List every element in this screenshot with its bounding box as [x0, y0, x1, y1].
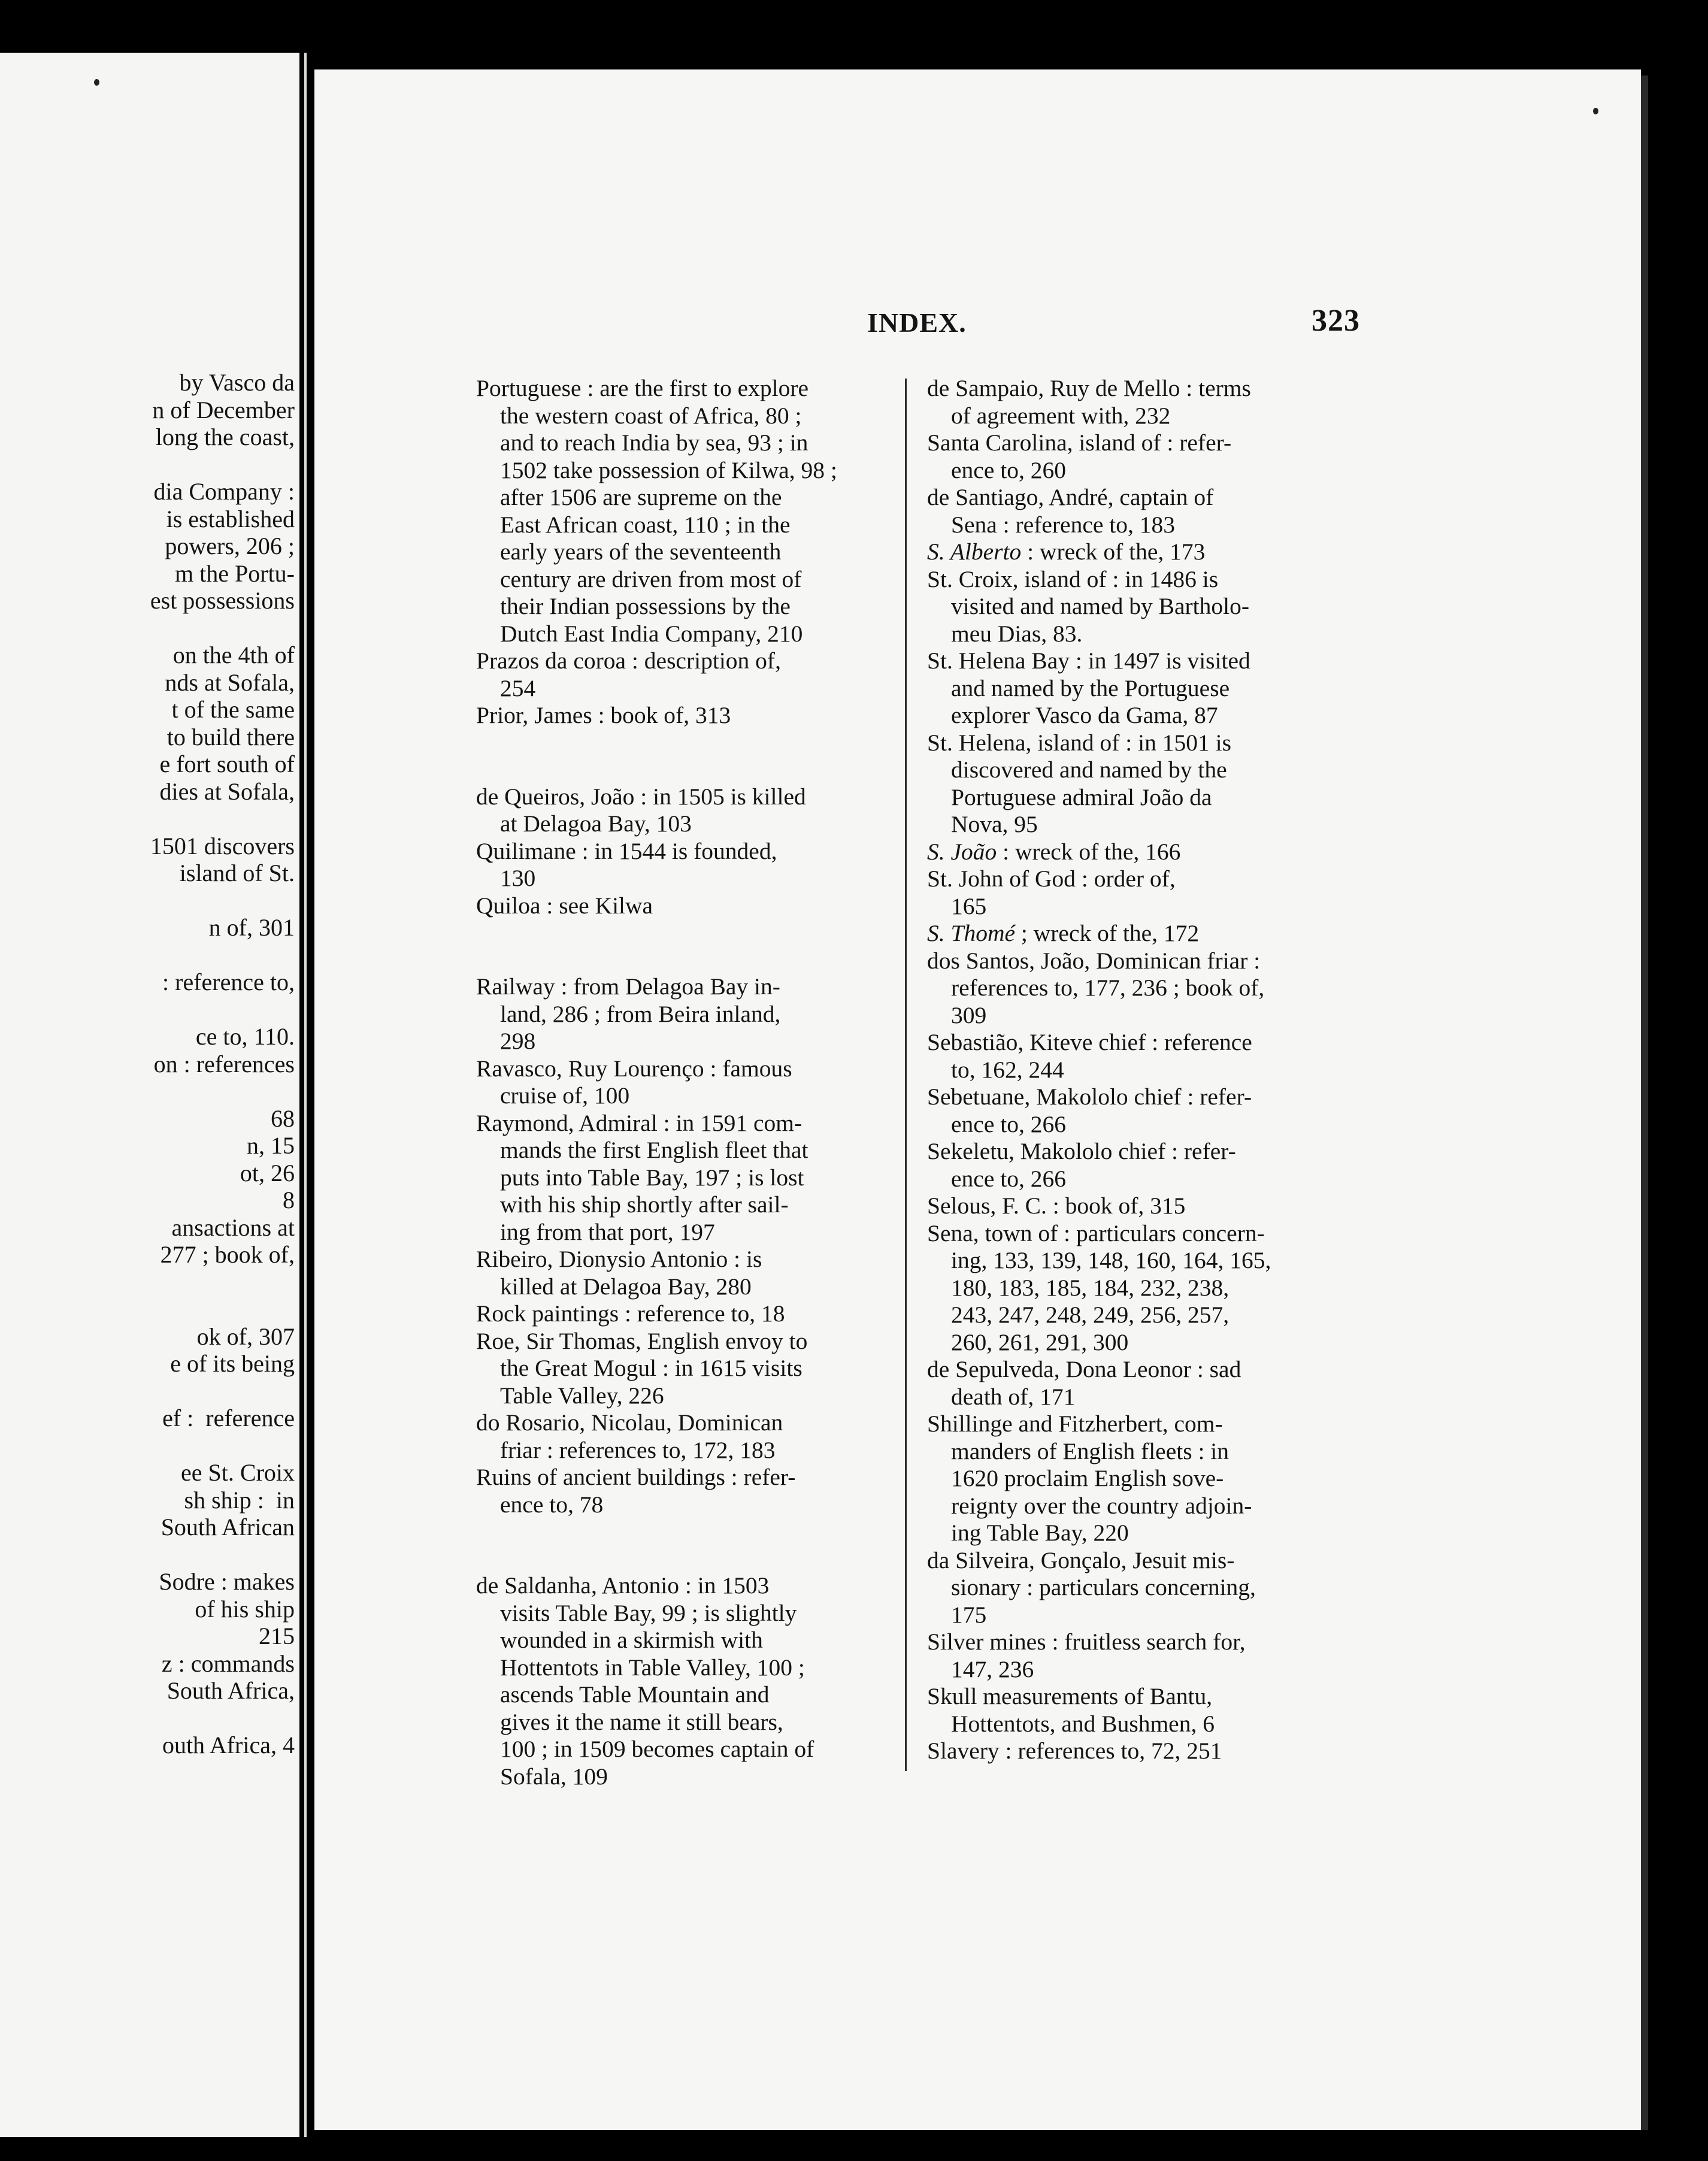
index-entry-line	[927, 1547, 1365, 1575]
index-entry-text: 130	[500, 865, 536, 891]
index-entry-line	[476, 1246, 895, 1273]
index-entry-line	[927, 566, 1365, 594]
index-entry	[476, 1328, 895, 1410]
index-entry-text: Ravasco, Ruy Lourenço : famous	[476, 1055, 792, 1082]
index-entry-line	[951, 1384, 1365, 1411]
left-fragment-line: sh ship : in	[184, 1486, 295, 1514]
index-entry-text: : wreck of the, 173	[1021, 538, 1206, 565]
left-fragment-line: 215	[253, 1623, 295, 1649]
index-entry-text: after 1506 are supreme on the	[500, 484, 782, 510]
left-fragment-line	[0, 1296, 299, 1323]
index-entry-text: 100 ; in 1509 becomes captain of	[500, 1736, 814, 1762]
index-entry-line	[500, 1491, 895, 1519]
index-entry	[927, 1683, 1365, 1738]
left-fragment-line: of his ship	[189, 1595, 295, 1623]
index-entry-text: Nova, 95	[951, 811, 1038, 837]
index-entry-text: ence to, 260	[951, 456, 1066, 483]
index-entry-line	[951, 675, 1365, 703]
index-entry-line	[951, 1247, 1365, 1275]
index-entry-text: Portuguese admiral João da	[951, 783, 1212, 810]
index-entry-text: Roe, Sir Thomas, English envoy to	[476, 1327, 808, 1354]
index-entry-text: Slavery : references to, 72, 251	[927, 1738, 1222, 1764]
index-entry-line	[927, 1083, 1365, 1111]
index-entry-text: Rock paintings : reference to, 18	[476, 1300, 785, 1327]
index-entry-text: reignty over the country adjoin-	[951, 1492, 1252, 1519]
index-entry-text: 309	[951, 1001, 987, 1028]
index-entry-text: the Great Mogul : in 1615 visits	[500, 1355, 802, 1381]
index-entry-text: ence to, 266	[951, 1165, 1066, 1192]
index-entry-line	[951, 1166, 1365, 1193]
index-entry	[927, 948, 1365, 1030]
index-entry-text: de Sampaio, Ruy de Mello : terms	[927, 375, 1251, 401]
index-entry-text: references to, 177, 236 ; book of,	[951, 974, 1265, 1001]
index-entry-line	[500, 512, 895, 539]
index-entry	[476, 1572, 895, 1790]
left-fragment-line: est possessions	[150, 587, 295, 614]
index-entry	[927, 839, 1365, 866]
index-entry-text: da Silveira, Gonçalo, Jesuit mis-	[927, 1546, 1235, 1573]
left-fragment-line	[0, 1432, 299, 1460]
index-entry	[927, 730, 1365, 839]
index-entry-line	[951, 512, 1365, 539]
page-number: 323	[1312, 304, 1360, 338]
index-entry-text: ing, 133, 139, 148, 160, 164, 165,	[951, 1247, 1271, 1273]
index-entry-text: sionary : particulars concerning,	[951, 1574, 1256, 1600]
index-entry-text: 260, 261, 291, 300	[951, 1328, 1129, 1355]
index-entry-text: killed at Delagoa Bay, 280	[500, 1273, 752, 1300]
index-entry-text: visits Table Bay, 99 ; is slightly	[500, 1599, 797, 1626]
index-entry-line	[927, 1138, 1365, 1166]
index-entry-text: death of, 171	[951, 1383, 1076, 1410]
index-entry-text: ascends Table Mountain and	[500, 1681, 770, 1708]
index-entry-text: the western coast of Africa, 80 ;	[500, 402, 802, 429]
left-fragment-line: 277 ; book of,	[160, 1241, 295, 1268]
index-entry-text: Hottentots, and Bushmen, 6	[951, 1710, 1215, 1737]
index-entry-text: 254	[500, 674, 536, 701]
index-entry	[476, 647, 895, 702]
index-entry-line	[500, 1191, 895, 1219]
index-entry-line	[951, 702, 1365, 730]
index-entry-line	[927, 839, 1365, 866]
index-entry-line	[951, 1275, 1365, 1302]
left-fragment-line: z : commands	[161, 1649, 295, 1677]
index-entry-text: Railway : from Delagoa Bay in-	[476, 973, 780, 1000]
index-entry-line	[951, 1329, 1365, 1357]
index-entry-line	[927, 484, 1365, 512]
left-fragment-line: ansactions at	[171, 1213, 295, 1241]
index-entry-text: St. Croix, island of : in 1486 is	[927, 565, 1219, 592]
left-fragment-line: e fort south of	[159, 750, 295, 777]
letter-gap	[476, 919, 895, 973]
letter-gap	[476, 1518, 895, 1572]
index-entry-line	[500, 1137, 895, 1164]
index-entry-line	[500, 402, 895, 430]
index-entry-text: 1620 proclaim English sove-	[951, 1465, 1224, 1491]
index-entry	[927, 1547, 1365, 1629]
index-entry-text: ence to, 78	[500, 1491, 604, 1518]
index-entry-text: gives it the name it still bears,	[500, 1708, 783, 1735]
index-entry-text: Sebetuane, Makololo chief : refer-	[927, 1083, 1252, 1110]
index-entry	[927, 429, 1365, 484]
index-entry-text: St. Helena, island of : in 1501 is	[927, 729, 1231, 756]
index-entry	[927, 865, 1365, 920]
left-fragment-line	[0, 1078, 299, 1105]
index-entry-line	[951, 1520, 1365, 1547]
index-entry-line	[927, 865, 1365, 893]
index-entry-line	[476, 1409, 895, 1437]
index-entry-text: 147, 236	[951, 1655, 1034, 1682]
speck	[94, 79, 99, 86]
index-entry-text: Sena, town of : particulars concern-	[927, 1219, 1265, 1246]
index-entry-text: 180, 183, 185, 184, 232, 238,	[951, 1274, 1229, 1301]
index-entry-line	[951, 811, 1365, 839]
index-entry-text: Hottentots in Table Valley, 100 ;	[500, 1654, 805, 1681]
index-entry-line	[476, 838, 895, 865]
index-entry-text: Prior, James : book of, 313	[476, 702, 731, 728]
left-fragment-line: powers, 206 ;	[159, 532, 295, 559]
left-fragment-line: on : references	[153, 1050, 295, 1078]
running-header: INDEX.	[867, 307, 967, 338]
index-entry-line	[476, 973, 895, 1001]
index-entry-text: de Sepulveda, Dona Leonor : sad	[927, 1356, 1241, 1382]
index-entry-line	[500, 865, 895, 892]
left-fragment-line	[0, 1378, 299, 1405]
index-entry-line	[927, 948, 1365, 975]
index-entry-text: 1502 take possession of Kilwa, 98 ;	[500, 456, 837, 483]
index-entry	[476, 1110, 895, 1246]
index-entry-text: Quilimane : in 1544 is founded,	[476, 837, 777, 864]
index-entry-text: discovered and named by the	[951, 756, 1227, 783]
left-fragment-line: 68	[271, 1104, 295, 1132]
index-entry	[476, 1055, 895, 1110]
index-entry-line	[927, 375, 1365, 402]
index-entry-line	[951, 1574, 1365, 1602]
index-entry-line	[500, 457, 895, 485]
speck	[1593, 108, 1598, 114]
index-entry-line	[500, 1355, 895, 1382]
index-entry-text: puts into Table Bay, 197 ; is lost	[500, 1164, 804, 1191]
index-entry-line	[500, 1219, 895, 1246]
column-divider	[905, 379, 907, 1771]
index-entry-line	[951, 756, 1365, 784]
index-entry-line	[500, 675, 895, 703]
index-entry-line	[500, 1164, 895, 1192]
index-entry	[927, 1220, 1365, 1357]
left-fragment-line: on the 4th of	[172, 641, 295, 668]
index-entry	[927, 1083, 1365, 1138]
index-entry-text: their Indian possessions by the	[500, 593, 791, 619]
left-page-text	[0, 369, 299, 1759]
index-entry-text: Selous, F. C. : book of, 315	[927, 1193, 1186, 1219]
index-entry-line	[927, 1683, 1365, 1711]
index-entry-line	[927, 1193, 1365, 1220]
index-entry-line	[951, 1302, 1365, 1329]
index-entry	[927, 920, 1365, 948]
index-entry	[927, 1029, 1365, 1083]
index-entry	[927, 1411, 1365, 1547]
index-entry-text: Prazos da coroa : description of,	[476, 647, 781, 674]
index-entry-line	[927, 429, 1365, 457]
index-entry-line	[500, 538, 895, 566]
index-entry-line	[476, 1110, 895, 1137]
index-entry-line	[500, 1709, 895, 1736]
left-fragment-line: ef : reference	[162, 1405, 295, 1431]
index-entry-line	[500, 1681, 895, 1709]
index-entry	[927, 1629, 1365, 1683]
index-entry	[927, 647, 1365, 730]
index-entry-line	[927, 1411, 1365, 1438]
ship-name: S. João	[927, 838, 997, 865]
index-entry-line	[927, 1629, 1365, 1656]
index-entry-text: Ruins of ancient buildings : refer-	[476, 1464, 796, 1490]
index-entry-text: Sofala, 109	[500, 1763, 608, 1790]
left-fragment-line	[0, 942, 299, 969]
left-fragment-line	[0, 1269, 299, 1296]
index-entry	[927, 566, 1365, 648]
left-fragment-line: to build there	[160, 723, 295, 750]
left-fragment-line: dies at Sofala,	[153, 777, 295, 805]
index-entry	[476, 892, 895, 920]
index-entry-text: dos Santos, João, Dominican friar :	[927, 947, 1261, 974]
index-entry-text: St. John of God : order of,	[927, 865, 1176, 892]
index-entry	[927, 1356, 1365, 1411]
index-entry-text: land, 286 ; from Beira inland,	[500, 1000, 781, 1027]
index-entry-line	[951, 457, 1365, 485]
index-entry-line	[951, 402, 1365, 430]
index-entry-line	[951, 974, 1365, 1002]
index-entry-line	[500, 484, 895, 512]
index-entry-text: : wreck of the, 166	[997, 838, 1181, 865]
left-fragment-line: ce to, 110.	[195, 1023, 295, 1050]
index-entry-line	[500, 1600, 895, 1627]
index-entry-line	[951, 593, 1365, 621]
index-entry-line	[476, 702, 895, 730]
index-entry	[927, 1193, 1365, 1220]
index-entry-line	[500, 810, 895, 838]
index-entry-text: 175	[951, 1601, 987, 1628]
index-entry-text: Table Valley, 226	[500, 1382, 664, 1409]
left-page-fragment	[0, 53, 299, 2137]
index-entry	[476, 375, 895, 647]
index-entry-line	[500, 566, 895, 594]
index-entry-text: Santa Carolina, island of : refer-	[927, 429, 1232, 456]
index-entry-line	[476, 1572, 895, 1600]
left-fragment-line: n of December	[152, 396, 295, 423]
index-entry-text: wounded in a skirmish with	[500, 1627, 763, 1653]
index-entry-text: Dutch East India Company, 210	[500, 620, 803, 647]
index-entry-text: 298	[500, 1028, 536, 1054]
index-entry-line	[951, 1493, 1365, 1520]
index-entry-line	[927, 1220, 1365, 1248]
index-entry-line	[927, 538, 1365, 566]
index-entry-line	[500, 1382, 895, 1410]
index-entry-line	[927, 647, 1365, 675]
index-entry-text: Raymond, Admiral : in 1591 com-	[476, 1109, 802, 1136]
index-entry-line	[951, 1711, 1365, 1738]
left-fragment-line: t of the same	[171, 696, 295, 723]
index-entry-line	[927, 1029, 1365, 1057]
left-fragment-line	[0, 451, 299, 479]
left-fragment-line: island of St.	[179, 859, 295, 886]
index-entry-line	[951, 1465, 1365, 1493]
index-entry-text: early years of the seventeenth	[500, 538, 782, 565]
left-page-edge	[304, 53, 307, 2137]
index-entry-line	[500, 429, 895, 457]
index-entry-text: at Delagoa Bay, 103	[500, 810, 692, 837]
index-entry-line	[951, 893, 1365, 921]
index-entry-line	[476, 1328, 895, 1355]
index-entry-line	[500, 1654, 895, 1682]
left-fragment-line: dia Company :	[153, 478, 295, 505]
index-entry-text: Sebastião, Kiteve chief : reference	[927, 1029, 1252, 1055]
left-fragment-line: e of its being	[170, 1350, 295, 1377]
index-entry-text: Ribeiro, Dionysio Antonio : is	[476, 1246, 762, 1272]
left-fragment-line: nds at Sofala,	[165, 668, 295, 696]
index-entry-text: friar : references to, 172, 183	[500, 1436, 776, 1463]
index-entry-line	[927, 1738, 1365, 1765]
index-entry-text: to, 162, 244	[951, 1056, 1064, 1083]
index-entry-line	[500, 1763, 895, 1791]
left-fragment-line: South Africa,	[166, 1677, 295, 1704]
left-fragment-line: : reference to,	[162, 968, 295, 995]
index-entry	[927, 538, 1365, 566]
index-entry-text: meu Dias, 83.	[951, 620, 1083, 647]
index-entry-line	[951, 1438, 1365, 1466]
index-entry-text: de Saldanha, Antonio : in 1503	[476, 1572, 770, 1599]
index-entry	[476, 1246, 895, 1300]
index-entry-text: Silver mines : fruitless search for,	[927, 1629, 1246, 1655]
left-fragment-line	[0, 996, 299, 1024]
left-fragment-line: ok of, 307	[196, 1322, 295, 1350]
index-entry-line	[951, 1057, 1365, 1084]
index-entry-text: ing from that port, 197	[500, 1218, 715, 1245]
index-entry-line	[951, 1002, 1365, 1030]
index-entry	[476, 783, 895, 838]
index-entry-line	[476, 1055, 895, 1083]
index-entry-text: ing Table Bay, 220	[951, 1520, 1129, 1546]
index-entry	[476, 1300, 895, 1328]
index-entry-line	[500, 1001, 895, 1028]
index-entry-text: Sena : reference to, 183	[951, 511, 1175, 538]
index-entry-line	[951, 1111, 1365, 1139]
index-entry-text: Portuguese : are the first to explore	[476, 375, 809, 401]
index-entry-text: ence to, 266	[951, 1110, 1066, 1137]
index-entry	[927, 1138, 1365, 1193]
index-entry	[927, 375, 1365, 429]
left-fragment-line: by Vasco da	[179, 369, 295, 396]
index-entry-line	[500, 1082, 895, 1110]
index-entry-text: Shillinge and Fitzherbert, com-	[927, 1411, 1223, 1437]
index-column-right	[927, 375, 1365, 1765]
letter-gap	[476, 730, 895, 783]
index-entry	[476, 702, 895, 730]
index-entry-text: visited and named by Bartholo-	[951, 593, 1250, 619]
index-entry	[927, 1738, 1365, 1765]
index-entry	[476, 1409, 895, 1464]
left-fragment-line: 1501 discovers	[150, 832, 295, 859]
left-fragment-line: n, 15	[247, 1132, 295, 1159]
index-entry-text: of agreement with, 232	[951, 402, 1171, 429]
left-fragment-line	[0, 615, 299, 642]
index-entry-text: century are driven from most of	[500, 565, 802, 592]
index-entry	[927, 484, 1365, 538]
left-fragment-line	[0, 887, 299, 915]
index-entry-line	[927, 1356, 1365, 1384]
index-entry-line	[500, 1273, 895, 1301]
left-fragment-line: 8	[283, 1187, 295, 1213]
index-entry	[476, 973, 895, 1055]
index-entry-line	[476, 1300, 895, 1328]
left-fragment-line	[0, 1541, 299, 1569]
left-fragment-line: long the coast,	[155, 423, 295, 450]
index-entry-line	[476, 1464, 895, 1491]
index-entry-line	[476, 375, 895, 402]
index-entry-text: St. Helena Bay : in 1497 is visited	[927, 647, 1250, 674]
index-entry-line	[951, 1656, 1365, 1684]
index-entry-line	[500, 593, 895, 621]
index-column-left	[476, 375, 895, 1790]
index-entry-line	[476, 892, 895, 920]
index-entry-text: ; wreck of the, 172	[1015, 920, 1200, 946]
left-fragment-line: outh Africa, 4	[162, 1732, 295, 1759]
left-fragment-line	[0, 805, 299, 833]
index-entry-line	[951, 1602, 1365, 1629]
index-entry-line	[500, 1736, 895, 1763]
index-entry-text: de Santiago, André, captain of	[927, 484, 1214, 510]
left-fragment-line: n of, 301	[208, 914, 295, 941]
index-entry-text: Skull measurements of Bantu,	[927, 1683, 1213, 1709]
index-entry-text: East African coast, 110 ; in the	[500, 511, 791, 538]
ship-name: S. Alberto	[927, 538, 1022, 565]
index-entry-text: mands the first English fleet that	[500, 1137, 808, 1163]
index-entry-text: manders of English fleets : in	[951, 1437, 1229, 1464]
index-entry-text: and named by the Portuguese	[951, 674, 1230, 701]
index-entry-line	[476, 647, 895, 675]
page-shadow	[1641, 75, 1648, 2130]
index-entry-text: with his ship shortly after sail-	[500, 1191, 789, 1218]
index-entry-line	[500, 621, 895, 648]
left-fragment-line: ee St. Croix	[181, 1459, 295, 1486]
left-fragment-line: is established	[166, 505, 295, 532]
index-entry-text: do Rosario, Nicolau, Dominican	[476, 1409, 783, 1436]
index-entry-text: 165	[951, 892, 987, 919]
index-entry-line	[951, 784, 1365, 812]
index-entry-text: cruise of, 100	[500, 1082, 630, 1109]
index-entry-text: de Queiros, João : in 1505 is killed	[476, 783, 806, 810]
left-fragment-line: ot, 26	[240, 1159, 295, 1187]
left-fragment-line: South African	[160, 1514, 295, 1540]
index-entry-line	[500, 1028, 895, 1055]
index-entry	[476, 1464, 895, 1518]
index-entry-text: explorer Vasco da Gama, 87	[951, 702, 1218, 728]
left-fragment-line	[0, 1705, 299, 1732]
index-entry-text: Sekeletu, Makololo chief : refer-	[927, 1138, 1236, 1164]
index-entry-text: Quiloa : see Kilwa	[476, 892, 653, 919]
index-entry-text: 243, 247, 248, 249, 256, 257,	[951, 1302, 1229, 1328]
index-entry-text: and to reach India by sea, 93 ; in	[500, 429, 808, 456]
index-entry-line	[500, 1627, 895, 1654]
left-fragment-line: Sodre : makes	[159, 1568, 295, 1595]
index-entry-line	[951, 621, 1365, 648]
left-fragment-line: m the Portu-	[175, 559, 295, 587]
index-entry	[476, 838, 895, 892]
index-entry-line	[927, 920, 1365, 948]
index-entry-line	[500, 1437, 895, 1464]
index-entry-line	[476, 783, 895, 811]
index-entry-line	[927, 730, 1365, 757]
ship-name: S. Thomé	[927, 920, 1016, 946]
